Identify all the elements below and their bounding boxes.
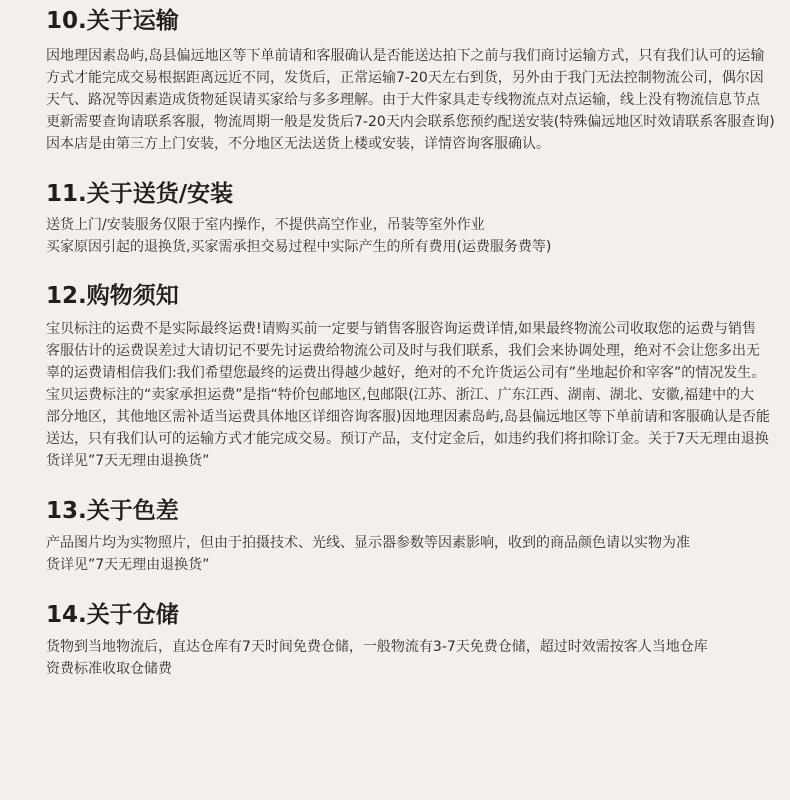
body-line: 辜的运费请相信我们:我们希望您最终的运费出得越少越好，绝对的不允许货运公司有”坐地起价和宰客”的情况发生。: [46, 365, 766, 381]
section-title: 13.关于色差: [46, 498, 179, 524]
section-body: [46, 636, 790, 680]
body-line: 送货上门/安装服务仅限于室内操作，不提供高空作业，吊装等室外作业: [46, 217, 485, 233]
body-line: 资费标准收取仓储费: [46, 661, 172, 677]
section-title: 12.购物须知: [46, 283, 179, 309]
section-color-difference: [46, 494, 790, 576]
section-storage: [46, 598, 790, 680]
body-line: 更新需要查询请联系客服，物流周期一般是发货后7-20天内会联系您预约配送安装(特殊偏远地区时效请联系客服查询): [46, 114, 775, 130]
body-line: 产品图片均为实物照片，但由于拍摄技术、光线、显示器参数等因素影响，收到的商品颜色请以实物为准: [46, 535, 690, 551]
section-shipping: [46, 4, 790, 155]
body-line: 货物到当地物流后，直达仓库有7天时间免费仓储，一般物流有3-7天免费仓储，超过时效需按客人当地仓库: [46, 639, 708, 655]
section-body: [46, 318, 790, 472]
section-body: [46, 45, 790, 155]
body-line: 宝贝标注的运费不是实际最终运费!请购买前一定要与销售客服咨询运费详情,如果最终物流公司收取您的运费与销售: [46, 321, 757, 337]
body-line: 送达，只有我们认可的运输方式才能完成交易。预订产品，支付定金后，如违约我们将扣除订金。关于7天无理由退换: [46, 431, 769, 447]
body-line: 天气、路况等因素造成货物延误请买家给与多多理解。由于大件家具走专线物流点对点运输，线上没有物流信息节点: [46, 92, 760, 108]
body-line: 货详见”7天无理由退换货”: [46, 453, 210, 469]
section-title: 10.关于运输: [46, 8, 179, 34]
body-line: 买家原因引起的退换货,买家需承担交易过程中实际产生的所有费用(运费服务费等): [46, 239, 552, 255]
body-line: 货详见”7天无理由退换货”: [46, 557, 210, 573]
body-line: 因地理因素岛屿,岛县偏远地区等下单前请和客服确认是否能送达拍下之前与我们商讨运输方式，只有我们认可的运输: [46, 48, 765, 64]
section-title: 14.关于仓储: [46, 602, 179, 628]
body-line: 宝贝运费标注的“卖家承担运费”是指“特价包邮地区,包邮限(江苏、浙江、广东江西、湖南、湖北、安徽,福建中的大: [46, 387, 755, 403]
section-title: 11.关于送货/安装: [46, 181, 234, 207]
section-purchase-notes: [46, 279, 790, 472]
section-delivery-installation: [46, 177, 790, 258]
body-line: 方式才能完成交易根据距离远近不同，发货后，正常运输7-20天左右到货，另外由于我门无法控制物流公司，偶尔因: [46, 70, 764, 86]
body-line: 客服估计的运费误差过大请切记不要先讨运费给物流公司及时与我们联系，我们会来协调处理，绝对不会让您多出无: [46, 343, 760, 359]
body-line: 因本店是由第三方上门安装，不分地区无法送货上楼或安装，详情咨询客服确认。: [46, 136, 550, 152]
body-line: 部分地区，其他地区需补适当运费具体地区详细咨询客服)因地理因素岛屿,岛县偏远地区等下单前请和客服确认是否能: [46, 409, 770, 425]
section-body: [46, 214, 790, 258]
section-body: [46, 532, 790, 576]
